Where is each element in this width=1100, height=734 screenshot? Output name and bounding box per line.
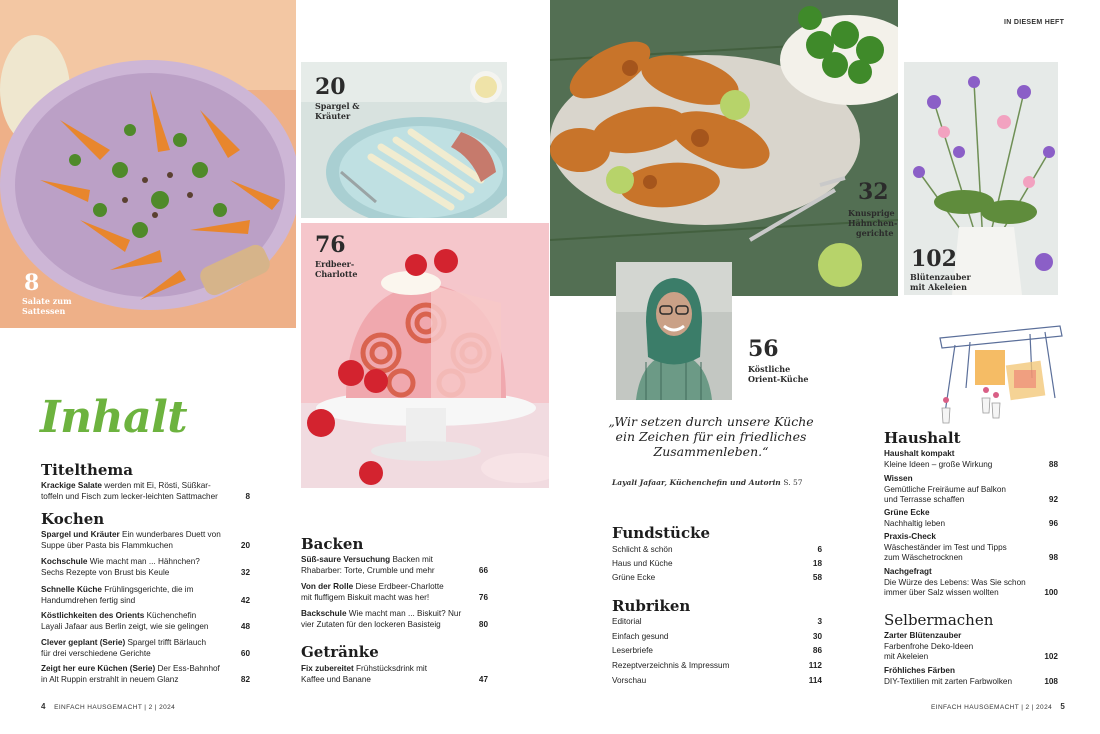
toc-page-number: 32 xyxy=(240,568,250,577)
toc-entry-desc: Handumdrehen fertig sind xyxy=(41,595,136,605)
toc-row[interactable] xyxy=(612,617,822,627)
badge-number: 32 xyxy=(858,179,889,205)
toc-entry-desc: in Alt Ruppin erstrahlt in neuem Glanz xyxy=(41,674,179,684)
toc-entry-desc: mit fluffigem Biskuit macht was her! xyxy=(301,592,430,602)
toc-page-number: 102 xyxy=(1044,652,1058,661)
toc-page-number: 42 xyxy=(240,596,250,605)
folio-left xyxy=(41,702,175,711)
folio-right xyxy=(931,702,1065,711)
section-heading-getraenke: Getränke xyxy=(301,643,379,661)
badge-label: Knusprige xyxy=(848,208,895,218)
folio-page-number: 4 xyxy=(41,702,46,711)
toc-entry-desc: und Terrasse schaffen xyxy=(884,495,965,504)
toc-entry[interactable] xyxy=(884,532,1044,564)
toc-page-number: 100 xyxy=(1044,588,1058,597)
toc-entry-title: Wissen xyxy=(884,474,913,483)
badge-label: Salate zum xyxy=(22,296,72,306)
toc-page-number: 3 xyxy=(817,617,822,626)
quote-line: ein Zeichen für ein friedliches xyxy=(615,429,807,444)
badge-number: 20 xyxy=(315,74,346,100)
toc-entry-title: Köstlichkeiten des Orients xyxy=(41,611,145,620)
section-heading-rubriken: Rubriken xyxy=(612,597,691,615)
toc-entry-desc: Rhabarber: Torte, Crumble und mehr xyxy=(301,565,435,575)
toc-entry-desc: Wäscheständer im Test und Tipps xyxy=(884,542,1007,552)
folio-page-number: 5 xyxy=(1060,702,1066,711)
toc-page-number: 88 xyxy=(1048,460,1058,469)
toc-entry[interactable] xyxy=(884,474,1044,506)
portrait-photo xyxy=(616,262,732,400)
toc-page-number: 6 xyxy=(817,545,822,554)
toc-entry-desc: Nachhaltig leben xyxy=(884,518,945,528)
toc-row[interactable] xyxy=(612,559,822,569)
toc-entry[interactable] xyxy=(41,585,241,606)
toc-row-label: Haus und Küche xyxy=(612,559,673,568)
folio-text: EINFACH HAUSGEMACHT | 2 | 2024 xyxy=(54,704,176,711)
toc-entry[interactable] xyxy=(884,449,1044,470)
toc-entry-desc: Wie macht man ... Biskuit? Nur xyxy=(346,609,462,618)
toc-entry-desc: Frühlingsgerichte, die im xyxy=(101,585,194,594)
toc-entry-title: Praxis-Check xyxy=(884,532,936,541)
toc-entry-desc: Suppe über Pasta bis Flammkuchen xyxy=(41,540,173,550)
toc-page-number: 114 xyxy=(808,676,822,685)
toc-entry-title: Clever geplant (Serie) xyxy=(41,638,126,647)
toc-entry-desc: Die Würze des Lebens: Was Sie schon xyxy=(884,577,1026,587)
badge-label: Charlotte xyxy=(315,269,358,279)
badge-label: Hähnchen- xyxy=(848,218,898,228)
section-heading-kochen: Kochen xyxy=(41,510,105,528)
toc-page-number: 86 xyxy=(812,646,822,655)
toc-page-number: 108 xyxy=(1044,677,1058,686)
toc-page-number: 92 xyxy=(1048,495,1058,504)
toc-entry-desc: für drei verschiedene Gerichte xyxy=(41,648,151,658)
toc-entry[interactable] xyxy=(41,638,241,659)
toc-page-number: 82 xyxy=(240,675,250,684)
toc-entry-desc: Ein wunderbares Duett von xyxy=(119,530,221,539)
chicken-photo xyxy=(550,0,898,296)
toc-row-label: Vorschau xyxy=(612,676,647,685)
toc-row[interactable] xyxy=(612,545,822,555)
toc-entry-desc: Der Ess-Bahnhof xyxy=(155,664,220,673)
toc-entry-title: Grüne Ecke xyxy=(884,508,930,517)
toc-page-number: 76 xyxy=(478,593,488,602)
toc-page-number: 58 xyxy=(812,573,822,582)
quote-block xyxy=(596,414,826,459)
section-heading-fundstuecke: Fundstücke xyxy=(612,524,711,542)
salad-photo xyxy=(0,0,296,328)
toc-page-number: 30 xyxy=(812,632,822,641)
toc-page-number: 48 xyxy=(240,622,250,631)
toc-entry-desc: Küchenchefin xyxy=(144,611,197,620)
badge-label: Spargel & xyxy=(315,101,360,111)
quote-author-name: Layali Jafaar, Küchenchefin und Autorin xyxy=(612,478,781,487)
badge-number: 102 xyxy=(911,246,957,272)
badge-label: Sattessen xyxy=(22,306,66,316)
page-title: Inhalt xyxy=(40,392,188,443)
toc-page-number: 96 xyxy=(1048,519,1058,528)
toc-entry[interactable] xyxy=(41,557,241,578)
badge-label: Erdbeer- xyxy=(315,259,355,269)
toc-page-number: 80 xyxy=(478,620,488,629)
badge-label: mit Akeleien xyxy=(910,282,967,292)
toc-row-label: Schlicht & schön xyxy=(612,545,673,554)
toc-entry-desc: Gemütliche Freiräume auf Balkon xyxy=(884,484,1006,494)
toc-row[interactable] xyxy=(612,646,822,656)
toc-entry-title: Fix zubereitet xyxy=(301,664,354,673)
toc-entry[interactable] xyxy=(41,481,241,502)
toc-row[interactable] xyxy=(612,676,822,686)
toc-entry-title: Süß-saure Versuchung xyxy=(301,555,391,564)
toc-row-label: Editorial xyxy=(612,617,642,626)
toc-page-number: 8 xyxy=(245,492,250,501)
toc-entry[interactable] xyxy=(301,609,481,630)
toc-entry-desc: Wie macht man ... Hähnchen? xyxy=(87,557,200,566)
folio-text: EINFACH HAUSGEMACHT | 2 | 2024 xyxy=(931,704,1053,711)
badge-number: 8 xyxy=(24,270,40,296)
toc-entry-desc: Backen mit xyxy=(390,555,433,564)
toc-row[interactable] xyxy=(612,632,822,642)
toc-entry-desc: Diese Erdbeer-Charlotte xyxy=(353,582,444,591)
toc-entry[interactable] xyxy=(41,664,241,685)
toc-entry[interactable] xyxy=(301,555,481,576)
toc-entry-desc: werden mit Ei, Rösti, Süßkar- xyxy=(102,481,211,490)
badge-label: Köstliche xyxy=(748,364,791,374)
section-heading-selbermachen: Selbermachen xyxy=(884,611,994,629)
toc-entry-desc: Spargel trifft Bärlauch xyxy=(125,638,207,647)
badge-label: Blütenzauber xyxy=(910,272,971,282)
toc-entry-title: Haushalt kompakt xyxy=(884,449,955,458)
toc-entry[interactable] xyxy=(301,582,481,603)
toc-row-label: Rezeptverzeichnis & Impressum xyxy=(612,661,730,670)
toc-entry-title: Von der Rolle xyxy=(301,582,354,591)
toc-entry[interactable] xyxy=(884,567,1044,599)
toc-entry[interactable] xyxy=(884,631,1044,663)
toc-entry[interactable] xyxy=(301,664,481,685)
toc-entry-title: Backschule xyxy=(301,609,347,618)
badge-number: 56 xyxy=(748,336,779,362)
toc-page-number: 112 xyxy=(808,661,822,670)
toc-entry-desc: mit Akeleien xyxy=(884,652,929,661)
toc-row[interactable] xyxy=(612,661,822,671)
toc-page-number: 18 xyxy=(812,559,822,568)
badge-label: Kräuter xyxy=(315,111,351,121)
toc-entry[interactable] xyxy=(884,508,1044,529)
toc-entry-desc: Layali Jafaar aus Berlin zeigt, wie sie gelingen xyxy=(41,621,209,631)
toc-entry-desc: immer über Salz wissen wollten xyxy=(884,588,999,597)
toc-entry-desc: Kleine Ideen – große Wirkung xyxy=(884,459,993,469)
toc-entry-desc: Farbenfrohe Deko-Ideen xyxy=(884,641,974,651)
toc-page-number: 60 xyxy=(240,649,250,658)
quote-line: Zusammenleben.“ xyxy=(653,444,769,459)
toc-entry-title: Krackige Salate xyxy=(41,481,102,490)
toc-entry-desc: toffeln und Fisch zum lecker-leichten Sattmacher xyxy=(41,491,218,501)
toc-entry-title: Schnelle Küche xyxy=(41,585,102,594)
quote-page-ref: S. 57 xyxy=(783,478,803,487)
badge-label: Orient-Küche xyxy=(748,374,809,384)
section-heading-haushalt: Haushalt xyxy=(884,429,961,447)
toc-entry-desc: Sechs Rezepte von Brust bis Keule xyxy=(41,567,170,577)
toc-entry[interactable] xyxy=(41,530,241,551)
drying-rack-illustration xyxy=(930,318,1070,428)
toc-entry-desc: DIY-Textilien mit zarten Farbwolken xyxy=(884,676,1013,686)
toc-page-number: 66 xyxy=(478,566,488,575)
toc-entry-desc: Kaffee und Banane xyxy=(301,674,371,684)
quote-line: „Wir setzen durch unsere Küche xyxy=(608,414,814,429)
toc-entry-desc: Frühstücksdrink mit xyxy=(353,664,428,673)
toc-row-label: Einfach gesund xyxy=(612,632,669,641)
badge-label: gerichte xyxy=(856,228,894,238)
toc-entry-title: Spargel und Kräuter xyxy=(41,530,120,539)
section-header: IN DIESEM HEFT xyxy=(1004,19,1065,26)
toc-row[interactable] xyxy=(612,573,822,583)
toc-entry-title: Kochschule xyxy=(41,557,88,566)
toc-entry-title: Fröhliches Färben xyxy=(884,666,955,675)
section-heading-titelthema: Titelthema xyxy=(41,461,133,479)
toc-page-number: 98 xyxy=(1048,553,1058,562)
toc-entry-title: Nachgefragt xyxy=(884,567,932,576)
toc-entry-title: Zeigt her eure Küchen (Serie) xyxy=(41,664,156,673)
toc-entry[interactable] xyxy=(41,611,241,632)
toc-row-label: Leserbriefe xyxy=(612,646,653,655)
toc-entry[interactable] xyxy=(884,666,1044,687)
section-heading-backen: Backen xyxy=(301,535,364,553)
toc-entry-desc: zum Wäschetrocknen xyxy=(884,553,963,562)
toc-row-label: Grüne Ecke xyxy=(612,573,656,582)
badge-number: 76 xyxy=(315,232,346,258)
toc-page-number: 20 xyxy=(240,541,250,550)
toc-entry-desc: vier Zutaten für den lockeren Basisteig xyxy=(301,619,441,629)
toc-entry-title: Zarter Blütenzauber xyxy=(884,631,962,640)
toc-page-number: 47 xyxy=(478,675,488,684)
quote-author xyxy=(612,478,803,487)
